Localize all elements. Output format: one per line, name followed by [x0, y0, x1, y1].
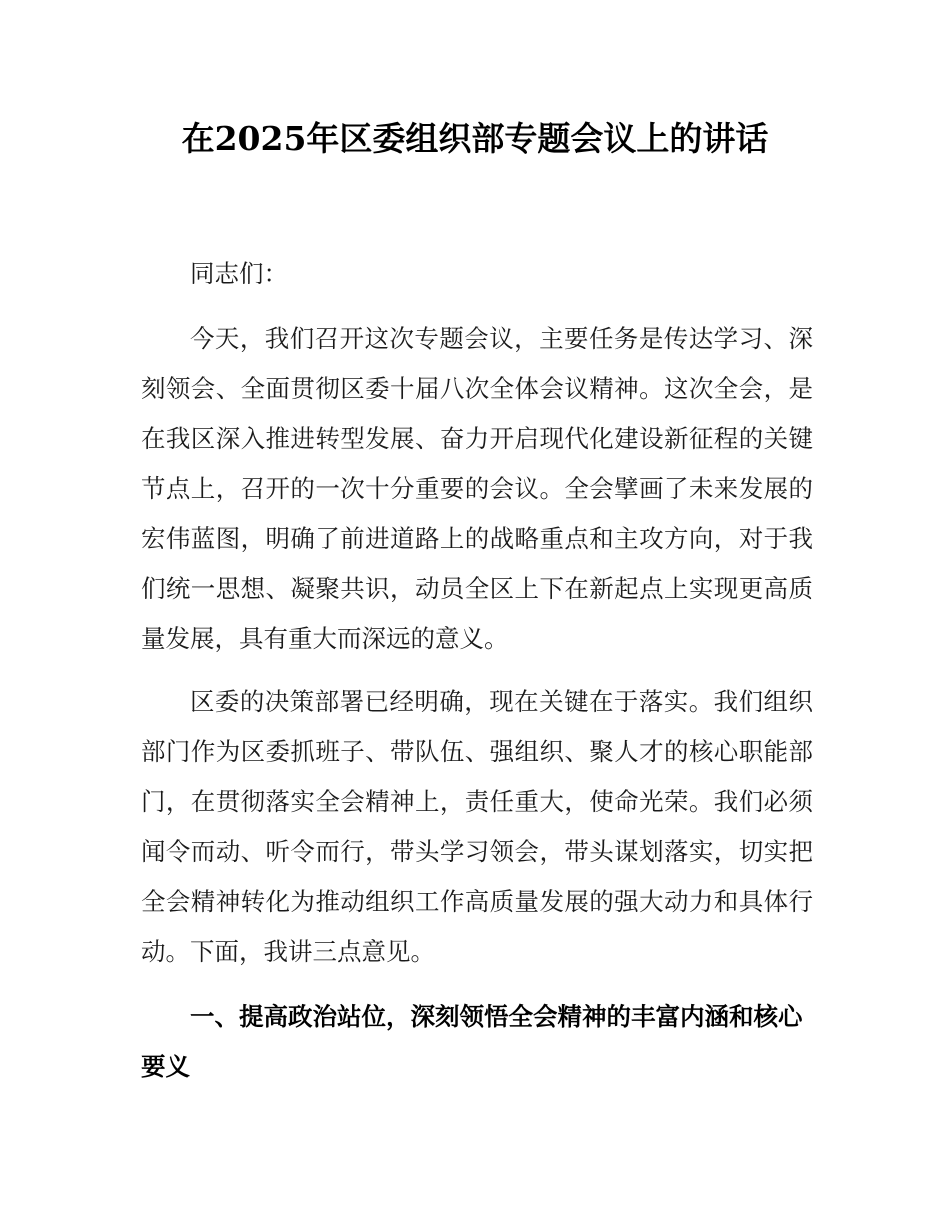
salutation: 同志们：: [190, 259, 288, 288]
document-title: 在2025年区委组织部专题会议上的讲话: [181, 119, 769, 158]
paragraph-implementation: 区委的决策部署已经明确，现在关键在于落实。我们组织部门作为区委抓班子、带队伍、强组织、聚人才的核心职能部门，在贯彻落实全会精神上，责任重大，使命光荣。我们必须闻令而动、听令而行，带头学习领会，带头谋划落实，切实把全会精神转化为推动组织工作高质量发展的强大动力和具体行动。下面，我讲三点意见。: [141, 687, 813, 966]
paragraph-opening: 今天，我们召开这次专题会议，主要任务是传达学习、深刻领会、全面贯彻区委十届八次全体会议精神。这次全会，是在我区深入推进转型发展、奋力开启现代化建设新征程的关键节点上，召开的一次十分重要的会议。全会擘画了未来发展的宏伟蓝图，明确了前进道路上的战略重点和主攻方向，对于我们统一思想、凝聚共识，动员全区上下在新起点上实现更高质量发展，具有重大而深远的意义。: [141, 324, 813, 653]
section-heading: 一、提高政治站位，深刻领悟全会精神的丰富内涵和核心要义: [141, 1002, 803, 1081]
